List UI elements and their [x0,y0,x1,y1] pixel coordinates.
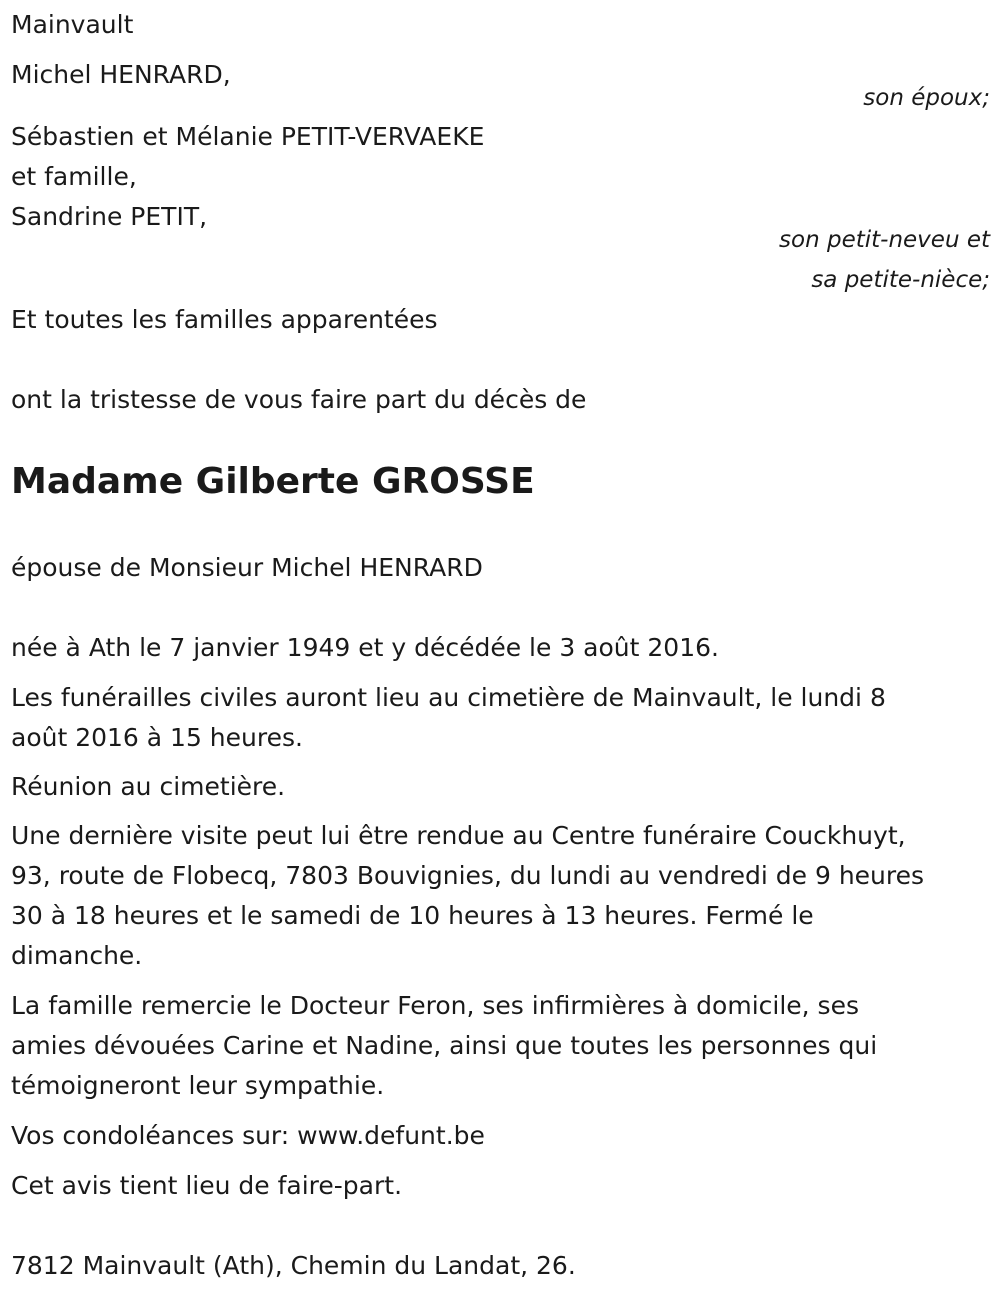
relatives-relation-2: sa petite-nièce; [811,267,990,293]
thanks-line-1: La famille remercie le Docteur Feron, ses infirmières à domicile, ses [11,991,859,1020]
relatives-line-3: Sandrine PETIT, [11,202,208,231]
meeting-info: Réunion au cimetière. [11,772,286,801]
funeral-line-1: Les funérailles civiles auront lieu au cimetière de Mainvault, le lundi 8 [11,683,886,712]
address: 7812 Mainvault (Ath), Chemin du Landat, 26. [11,1251,576,1280]
thanks-line-2: amies dévouées Carine et Nadine, ainsi que toutes les personnes qui [11,1031,878,1060]
spouse-name: Michel HENRARD, [11,60,231,89]
relatives-line-2: et famille, [11,162,137,191]
condolences-link[interactable]: www.defunt.be [297,1121,485,1150]
thanks-line-3: témoigneront leur sympathie. [11,1071,385,1100]
spouse-relation: son époux; [863,85,990,111]
visit-line-4: dimanche. [11,941,143,970]
birth-death: née à Ath le 7 janvier 1949 et y décédée le 3 août 2016. [11,633,719,662]
announcement-intro: ont la tristesse de vous faire part du décès de [11,385,587,414]
location-heading: Mainvault [11,10,134,39]
all-families: Et toutes les familles apparentées [11,305,438,334]
visit-line-2: 93, route de Flobecq, 7803 Bouvignies, du lundi au vendredi de 9 heures [11,861,925,890]
condolences-label: Vos condoléances sur: [11,1121,298,1150]
relatives-relation-1: son petit-neveu et [779,227,990,253]
notice: Cet avis tient lieu de faire-part. [11,1171,403,1200]
spouse-of: épouse de Monsieur Michel HENRARD [11,553,483,582]
visit-line-1: Une dernière visite peut lui être rendue au Centre funéraire Couckhuyt, [11,821,906,850]
visit-line-3: 30 à 18 heures et le samedi de 10 heures à 13 heures. Fermé le [11,901,814,930]
deceased-name: Madame Gilberte GROSSE [11,461,535,502]
funeral-line-2: août 2016 à 15 heures. [11,723,303,752]
relatives-line-1: Sébastien et Mélanie PETIT-VERVAEKE [11,122,485,151]
condolences-line [11,1116,485,1156]
